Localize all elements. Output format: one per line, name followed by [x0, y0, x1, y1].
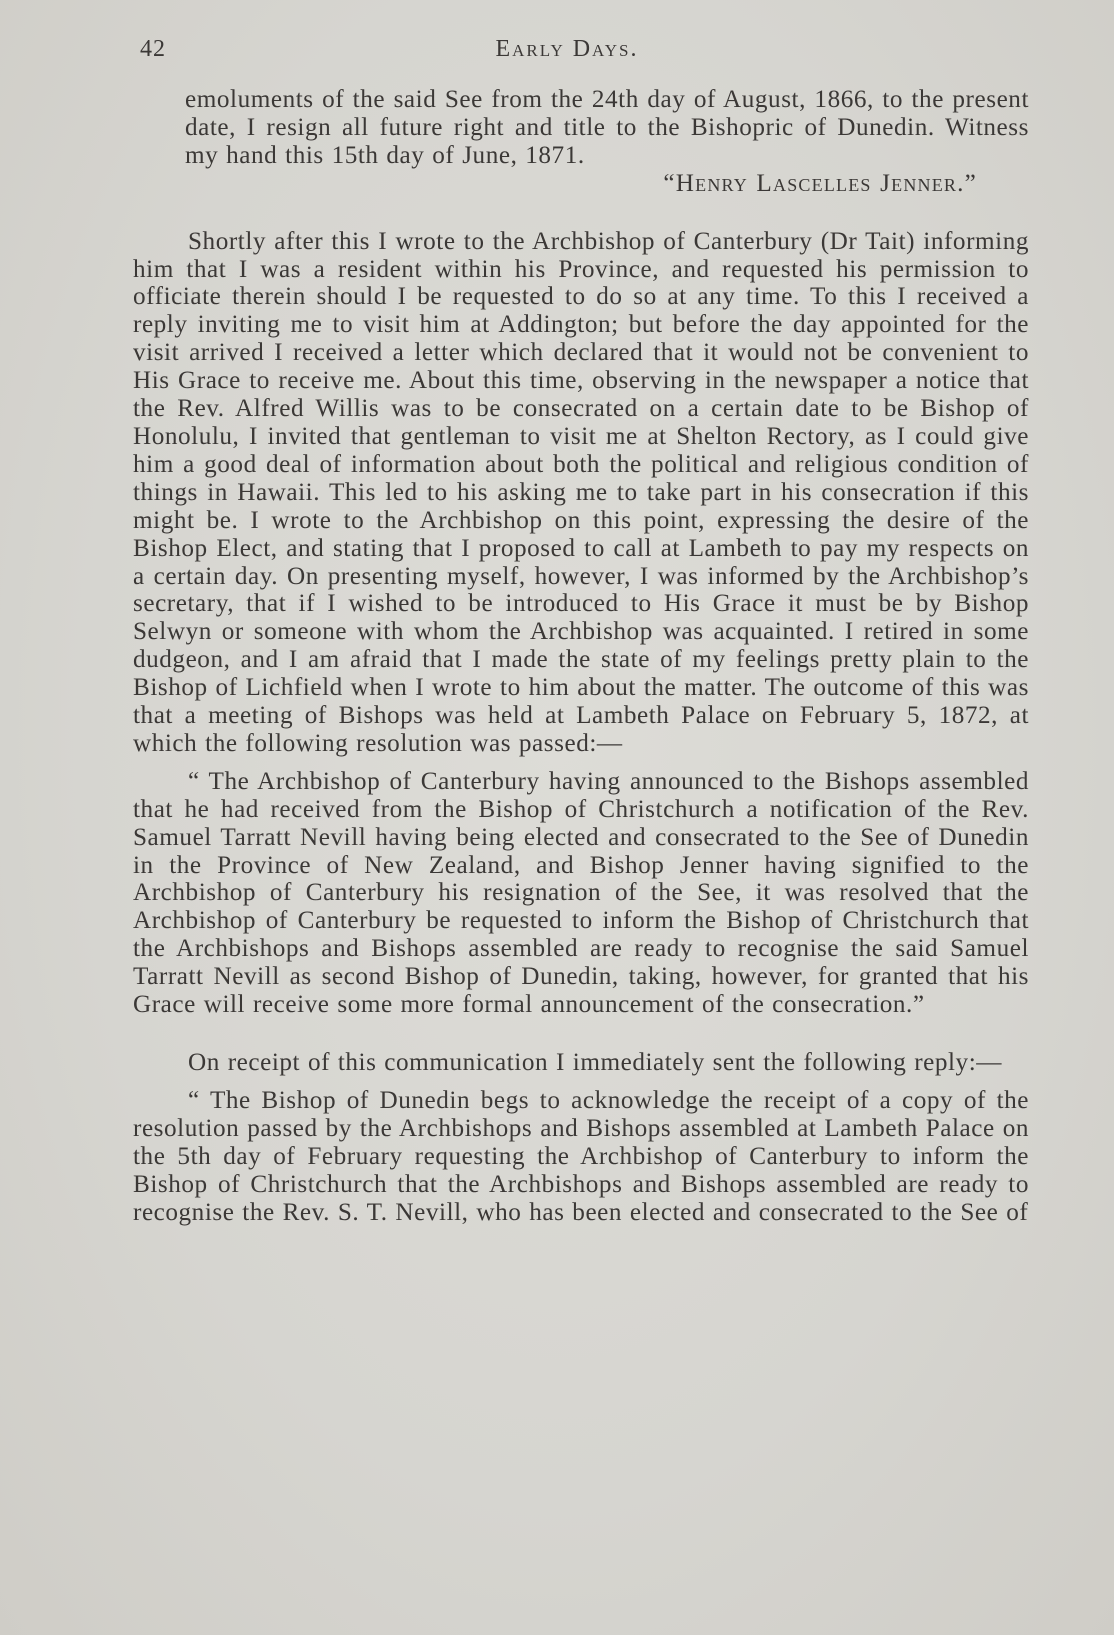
signature: “Henry Lascelles Jenner.” — [663, 169, 977, 197]
resignation-continuation: emoluments of the said See from the 24th day of August, 1866, to the present date, I resign all future right and title to the Bishopric of Dunedin. Witness my hand this 15th day of June, 1871. — [185, 86, 1029, 169]
page-number: 42 — [140, 36, 166, 62]
reply-quote: “ The Bishop of Dunedin begs to acknowledge the receipt of a copy of the resolution passed by the Archbishops and Bishops assembled at Lambeth Palace on the 5th day of February requesting the Archbishop of Canterbury to inform the Bishop of Christchurch that the Archbishops and Bishops assembled are ready to recognise the Rev. S. T. Nevill, who has been elected and consecrated to the See of — [133, 1086, 1029, 1226]
body-text — [133, 86, 1029, 1226]
resolution-quote: “ The Archbishop of Canterbury having announced to the Bishops assembled that he had received from the Bishop of Christchurch a notification of the Rev. Samuel Tarratt Nevill having being elected and consecrated to the See of Dunedin in the Province of New Zealand, and Bishop Jenner having signified to the Archbishop of Canterbury his resignation of the See, it was resolved that the Archbishop of Canterbury be requested to inform the Bishop of Christchurch that the Archbishops and Bishops assembled are ready to recognise the said Samuel Tarratt Nevill as second Bishop of Dunedin, taking, however, for granted that his Grace will receive some more formal announcement of the consecration.” — [133, 767, 1029, 1019]
running-title: Early Days. — [495, 36, 639, 62]
narrative-paragraph: Shortly after this I wrote to the Archbishop of Canterbury (Dr Tait) informing him that I was a resident within his Province, and requested his permission to officiate therein should I be requested to do so at any time. To this I received a reply inviting me to visit him at Addington; but before the day appointed for the visit arrived I received a letter which declared that it would not be convenient to His Grace to receive me. About this time, observing in the newspaper a notice that the Rev. Alfred Willis was to be consecrated on a certain date to be Bishop of Honolulu, I invited that gentleman to visit me at Shelton Rectory, as I could give him a good deal of information about both the political and religious condition of things in Hawaii. This led to his asking me to take part in his consecration if this might be. I wrote to the Archbishop on this point, expressing the desire of the Bishop Elect, and stating that I proposed to call at Lambeth to pay my respects on a certain day. On presenting myself, however, I was informed by the Archbishop’s secretary, that if I wished to be introduced to His Grace it must be by Bishop Selwyn or someone with whom the Archbishop was acquainted. I retired in some dudgeon, and I am afraid that I made the state of my feelings pretty plain to the Bishop of Lichfield when I wrote to him about the matter. The outcome of this was that a meeting of Bishops was held at Lambeth Palace on February 5, 1872, at which the following resolution was passed:— — [133, 227, 1029, 757]
reply-intro: On receipt of this communication I immediately sent the following reply:— — [188, 1049, 1002, 1076]
running-header — [140, 34, 994, 68]
